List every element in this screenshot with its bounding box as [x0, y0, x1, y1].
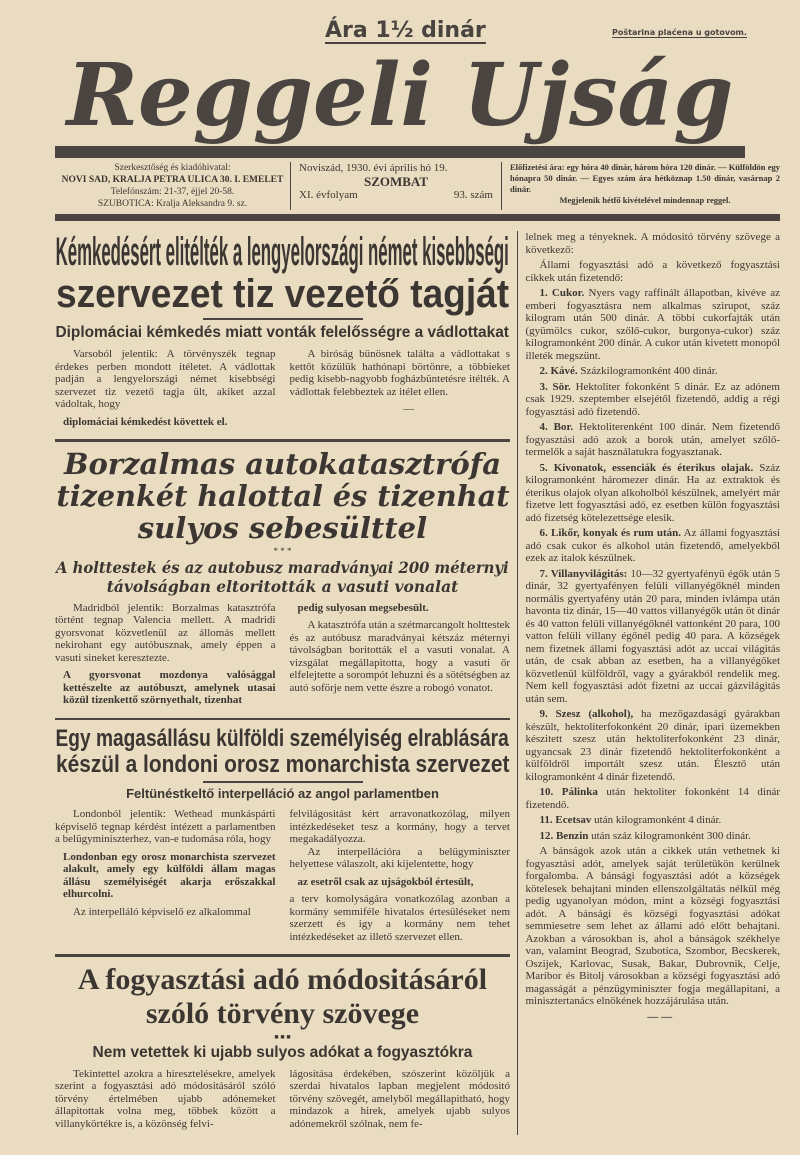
outro-paragraph: A bánságok azok után a cikkek után vethetnek ki fogyasztási adót, amelyek saját területükön kerülnek forgalomba. A bánsági fogyasztási adót a községek kötelesek behajtani minden ellenszolgáltatás nélkül még pedig ugyanolyan módon, mint a községi fogyasztási adót. A bánsági és községi fogyasztási adókat semmiesetre sem lehet az állami adó előtt behajtani. Azokban a városokban is, ahol a bánságok székhelye van, valamint Beograd, Szubotica, Szombor, Becskerek, Oszijek, Karlovac, Susak, Bakar, Dubrovnik, Celje, Maribor és Bitolj városokban a községi fogyasztási adó magasságát a pénzügyminiszter fogja megállapitani, a minisztertanács elnökének hozzájárulása után. — [525, 845, 780, 1007]
office-subotica — [55, 198, 290, 210]
tax-item — [525, 462, 780, 525]
issue-date-text: Noviszád, 1930. évi április hó 19. — [299, 162, 448, 174]
subscription-info — [502, 162, 780, 210]
article4-continuation — [525, 231, 780, 1135]
tax-item-title: 9. Szesz (alkohol), — [539, 708, 634, 720]
article3-subhead — [55, 786, 510, 802]
subscription-price: Előfizetési ára: egy hóra 40 dinár, három hóra 120 dinár. — Külföldön egy hónapra 50 dinár. — Egyes szám ára hétköznap 1.50 dinár, vasárnap 2 dinár. — [510, 162, 780, 194]
article2-paragraph: A katasztrófa után a szétmarcangolt holttestek és az autóbusz maradványai kétszáz méternyi távolságban boritották el a vasuti vonalat. A vizsgálat megállapitotta, hogy a vasuti őr elfelejtette a sorompót lehuzni és a sötétségben az autó soförje nem vette észre a robogó vonatot. — [289, 619, 511, 694]
tax-item-text: Száz kilogramonként háromezer dinár. Ha az extraktok és éterikus olajok olyan alkoholból készülnek, amelyért már fizetve lett fogyasztási adó, ez esetben külön fogyasztási adó fizetség kötelezettsége elesik. — [525, 461, 780, 524]
tax-item-text: 10—32 gyertyafényü égők után 5 dinár, 32 gyertyafényen felüli villanyégőknél minden normális gyertyafény után 20 para, minden ivlámpa után havonta tiz dinár, 15—40 vattos villanyégők után öt dinár és 40 vatton felüli villanyégőknél vattonként 20 para, 100 vatton felüli villany égőnél pedig 40 para. A községek nem fizetnek állami fogyasztási adót az uccai világitás után, de csak abban az esetben, ha a villanyégőket közvetlenül külföldről, vagy a gyárakból rendelik meg. Nem kell fogyasztási adót fizetni az uccai gázvilágitás után sem. — [525, 567, 780, 705]
issue-weekday: SZOMBAT — [363, 174, 429, 189]
tax-item-text: Nyers vagy raffinált állapotban, kivéve az emberi fogyasztásra nem alkalmas szirupot, száz kilogram után 500 dinár. A többi cukorfajták után (gyümölcs cukor, szőlő-cukor, burgonya-cukor) száz kilogramonként 200 dinár. A cukor után kivetett monopól illeték megszünt. — [525, 287, 780, 362]
tax-item — [525, 568, 780, 706]
headline-text: szervezet tiz vezető tagját — [55, 272, 510, 316]
short-rule — [203, 781, 363, 783]
short-rule — [203, 318, 363, 320]
tax-item — [525, 527, 780, 565]
article3-bold-paragraph: Londonban egy orosz monarchista szervezet alakult, amely egy külföldi állam magas állásu személyiségét akarja erőszakkal elhurcolni. — [63, 850, 276, 900]
article2-headline-line3 — [55, 512, 510, 544]
postage-note: Poštarina plaćena u gotovom. — [612, 28, 747, 37]
tax-item — [525, 287, 780, 362]
masthead-bar — [55, 146, 745, 158]
headline-text: Egy magasállásu külföldi személyiség elrablására — [55, 725, 510, 752]
masthead-title — [55, 46, 745, 146]
subhead-text: Diplomáciai kémkedés miatt vonták felelősségre a vádlottakat — [55, 324, 510, 341]
tax-item-list — [525, 287, 780, 842]
subhead-text: távolságban eltoritották a vasuti vonalat — [106, 576, 459, 596]
end-mark: — — — [647, 1010, 673, 1023]
office-label-text: Szerkesztőség és kiadóhivatal: — [114, 163, 231, 173]
tax-item-title: 10. Pálinka — [539, 786, 598, 798]
article2-paragraph: Madridból jelentik: Borzalmas katasztrófa történt tegnap Valencia mellett. A madridi gyorsvonat közvetlenül az állomás mellett nekirohant egy autóbusznak, amely éppen a vasuti sineket keresztezte. — [55, 601, 276, 664]
article3-paragraph: Az interpellációra a belügyminiszter helyettese válaszolt, aki kijelentette, hogy — [289, 845, 510, 870]
article4-headline-line2 — [55, 997, 510, 1031]
left-column — [55, 231, 510, 1135]
article3-paragraph: Az interpelláló képviselő ez alkalommal — [73, 905, 251, 918]
header-info — [55, 162, 780, 210]
article1-body — [55, 348, 510, 433]
tax-item-text: Hektoliterenként 100 dinár. Nem fizetendő fogyasztási adó azok a borok után, amelyet szőlő-termelők a saját használatukra fogyasztanak. — [525, 421, 780, 458]
tax-item-text: után kilogramonként 4 dinár. — [591, 814, 722, 826]
separator: * * * — [273, 545, 292, 556]
headline-text: A fogyasztási adó módositásáról — [77, 962, 488, 996]
tax-item — [525, 786, 780, 811]
editorial-office — [55, 162, 290, 210]
article3-body — [55, 808, 510, 948]
article1-paragraph: Varsoból jelentik: A törvényszék tegnap érdekes perben mondott itéletet. A vádlottak padján a lengyelországi német kisebbségi szervezet tiz vezető tagja ült, akiket azzal vádoltak, hogy — [55, 348, 276, 410]
intro-paragraph: lelnek meg a tényeknek. A módositó törvény szövege a következő: — [525, 231, 780, 256]
subhead-text: Nem vetettek ki ujabb sulyos adókat a fogyasztókra — [92, 1043, 473, 1061]
masthead-text: Reggeli Ujság — [66, 45, 734, 146]
article1-paragraph: A biróság bünösnek találta a vádlottakat s kettőt közülük hathónapi börtönre, a többieket pedig kisebb-nagyobb fogházbüntetésre itélték. A vádlottak felebbeztek az itélet ellen. — [289, 348, 510, 398]
tax-item-text: után száz kilogramonként 300 dinár. — [588, 829, 751, 842]
tax-item-text: Az állami fogyasztási adó csak cukor és alkohol után fizetendő, amelyekből ezek az italok készülnek. — [525, 527, 780, 564]
subhead-text: A holttestek és az autobusz maradványai 200 méternyi — [56, 557, 509, 577]
office-address-text: NOVI SAD, KRALJA PETRA ULICA 30. I. EMELET — [61, 175, 284, 185]
article-rule — [55, 954, 510, 957]
article2-subhead-line2 — [55, 577, 510, 596]
article1-headline-line1 — [55, 231, 510, 273]
tax-item — [525, 708, 780, 783]
separator: ■ ■ ■ — [274, 1032, 291, 1041]
issue-date — [299, 162, 493, 174]
tax-item-title: 7. Villanyvilágitás: — [539, 567, 628, 580]
subhead-text: Feltünéstkeltő interpelláció az angol parlamentben — [126, 786, 439, 801]
article1-headline-line2 — [55, 273, 510, 315]
tax-item-title: 6. Likőr, konyak és rum után. — [539, 527, 681, 539]
issue-volume: XI. évfolyam — [299, 189, 358, 201]
tax-item — [525, 365, 780, 378]
tax-item-title: 3. Sör. — [539, 380, 571, 393]
main-content — [55, 231, 780, 1135]
headline-text: sulyos sebesülttel — [137, 510, 428, 545]
article1-bold-paragraph: diplomáciai kémkedést követtek el. — [63, 415, 228, 428]
issue-info — [290, 162, 502, 210]
column-divider — [517, 231, 518, 1135]
office-phone-text: Telefónszám: 21-37, éjjel 20-58. — [110, 187, 235, 197]
tax-item — [525, 830, 780, 843]
office-subotica-text: SZUBOTICA: Kralja Aleksandra 9. sz. — [97, 199, 248, 209]
article2-body — [55, 602, 510, 712]
tax-item-title: 12. Benzin — [539, 829, 589, 842]
headline-text: Kémkedésért elitélték a lengyelországi német kisebbségi — [55, 230, 510, 274]
tax-item — [525, 814, 780, 827]
tax-item — [525, 381, 780, 419]
article2-bold-paragraph: A gyorsvonat mozdonya valósággal kettészelte az autóbuszt, amelynek utasai közül tizenkettő szörnyethalt, tizenhat — [63, 669, 276, 706]
price-label: Ára 1½ dinár — [325, 18, 486, 43]
headline-text: tizenkét halottal és tizenhat — [56, 478, 509, 513]
article3-bold-paragraph: az esetről csak az ujságokból értesült, — [297, 875, 474, 888]
article3-headline-line2 — [55, 752, 510, 778]
headline-text: készül a londoni orosz monarchista szervezet — [55, 751, 510, 778]
tax-item-title: 5. Kivonatok, essenciák és éterikus olajak. — [539, 461, 754, 474]
article4-paragraph: Tekintettel azokra a hiresztelésekre, amelyek szerint a fogyasztási adó módositásáról szóló törvény értelmében ujabb adónemeket állapitottak volna meg, többek között a villanykörtékre is, a közönség felvi- — [55, 1067, 276, 1130]
office-phone — [55, 186, 290, 198]
tax-item-text: Hektoliter fokonként 5 dinár. Ez az adónem csak 1929. szeptember elsejétől fizetendő, addig a régi fogyasztási adó fizetendő. — [525, 380, 780, 418]
intro-paragraph: Állami fogyasztási adó a következő fogyasztási cikkek után fizetendő: — [525, 259, 780, 284]
tax-item-title: 1. Cukor. — [539, 287, 585, 299]
end-mark: — — [403, 403, 415, 415]
article2-subhead-line1 — [55, 558, 510, 577]
tax-item-title: 11. Ecetsav — [539, 814, 592, 826]
issue-number: 93. szám — [453, 189, 493, 201]
article4-headline-line1 — [55, 963, 510, 997]
article4-subhead — [55, 1043, 510, 1062]
article3-paragraph: a terv komolyságára vonatkozólag azonban a kormány semmiféle hivatalos értesüléseket nem szerzett és igy a kormány nem tehet intézkedéseket az illető szervezet ellen. — [289, 893, 510, 943]
tax-item-title: 4. Bor. — [539, 421, 574, 433]
headline-text: szóló törvény szövege — [145, 996, 420, 1030]
article-rule — [55, 718, 510, 721]
article4-body — [55, 1068, 510, 1136]
article3-paragraph: Londonból jelentik: Wethead munkáspárti képviselő tegnap kérdést intézett a parlamentben a belügyminiszterhez, van-e tudomása róla, hogy — [55, 808, 276, 845]
header-bar — [55, 214, 780, 221]
article2-bold-paragraph: pedig sulyosan megsebesült. — [297, 601, 429, 614]
tax-item-text: ha mezőgazdasági gyárakban készült, hektoliterfokonként 20 dinár, ipari üzemekben készitett szesz után hektoliterfokonként 23 dinár, ugyancsak 23 dinár fizetendő hektoliterfokonként a külföldről importált szesz után. Élesztő után kilogramonként 4 dinár fizetendő. — [525, 708, 780, 783]
tax-item-title: 2. Kávé. — [539, 365, 578, 377]
tax-item — [525, 421, 780, 459]
article3-headline-line1 — [55, 726, 510, 752]
article2-headline-line1 — [55, 448, 510, 480]
article-rule — [55, 439, 510, 442]
office-label — [55, 162, 290, 174]
article4-paragraph: lágositása érdekében, szószerint közöljük a szerdai hivatalos lapban megjelent módositó törvény szövegét, amelyből megállapitható, hogy mindazok a hirek, amelyek ujabb sulyos adónemekről szólnak, nem fe- — [289, 1067, 510, 1130]
publication-schedule: Megjelenik hétfő kivételével mindennap reggel. — [559, 195, 731, 205]
tax-item-text: Százkilogramonként 400 dinár. — [577, 365, 718, 377]
tax-item-text: után hektoliter fokonként 14 dinár fizetendő. — [525, 786, 780, 811]
headline-text: Borzalmas autokatasztrófa — [63, 446, 502, 481]
office-address — [55, 174, 290, 186]
article3-paragraph: felvilágositást kért arravonatkozólag, milyen intézkedéseket tesz a kormány, hogy a tervet megakadályozza. — [289, 808, 510, 845]
article2-headline-line2 — [55, 480, 510, 512]
top-line — [55, 0, 780, 46]
article1-subhead — [55, 323, 510, 342]
